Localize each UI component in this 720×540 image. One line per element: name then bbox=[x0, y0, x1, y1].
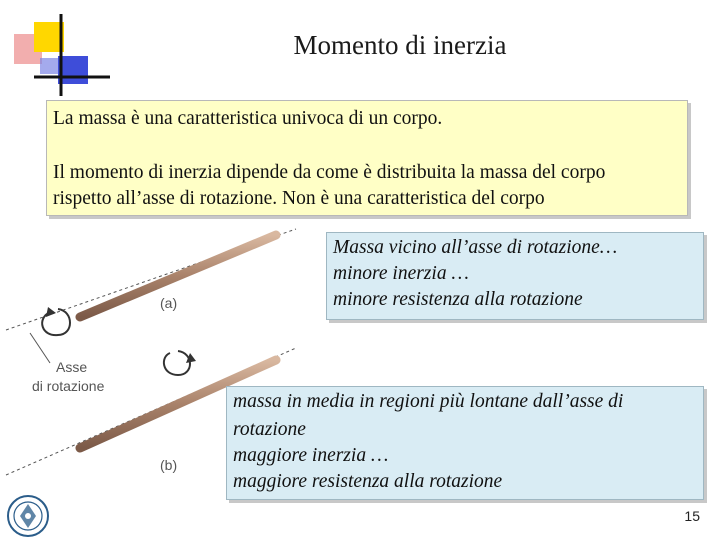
rotation-arrow-a bbox=[42, 309, 70, 335]
label-a: (a) bbox=[160, 295, 178, 311]
rotation-arrow-b bbox=[164, 351, 190, 375]
page-number: 15 bbox=[684, 508, 700, 524]
far-line-2: rotazione bbox=[233, 419, 306, 440]
label-b: (b) bbox=[160, 457, 178, 473]
definition-line-2: Il momento di inerzia dipende da come è distribuita la massa del corpo bbox=[53, 162, 606, 183]
definition-line-1: La massa è una caratteristica univoca di un corpo. bbox=[53, 108, 443, 129]
far-axis-box bbox=[226, 386, 704, 500]
corner-decoration bbox=[0, 0, 110, 100]
axis-label-line-2: di rotazione bbox=[32, 378, 105, 394]
axis-label-line-1: Asse bbox=[56, 359, 88, 375]
rod-a bbox=[80, 235, 276, 317]
definition-box bbox=[46, 100, 688, 216]
university-seal-icon bbox=[6, 494, 50, 538]
near-axis-box bbox=[326, 232, 704, 320]
slide-title: Momento di inerzia bbox=[293, 30, 507, 60]
near-line-1: Massa vicino all’asse di rotazione… bbox=[333, 237, 618, 258]
near-line-2: minore inerzia … bbox=[333, 263, 469, 284]
near-line-3: minore resistenza alla rotazione bbox=[333, 289, 583, 310]
far-line-1: massa in media in regioni più lontane dall’asse di bbox=[233, 391, 624, 412]
definition-line-3: rispetto all’asse di rotazione. Non è una caratteristica del corpo bbox=[53, 188, 545, 209]
far-line-3: maggiore inerzia … bbox=[233, 445, 389, 466]
far-line-4: maggiore resistenza alla rotazione bbox=[233, 471, 503, 492]
